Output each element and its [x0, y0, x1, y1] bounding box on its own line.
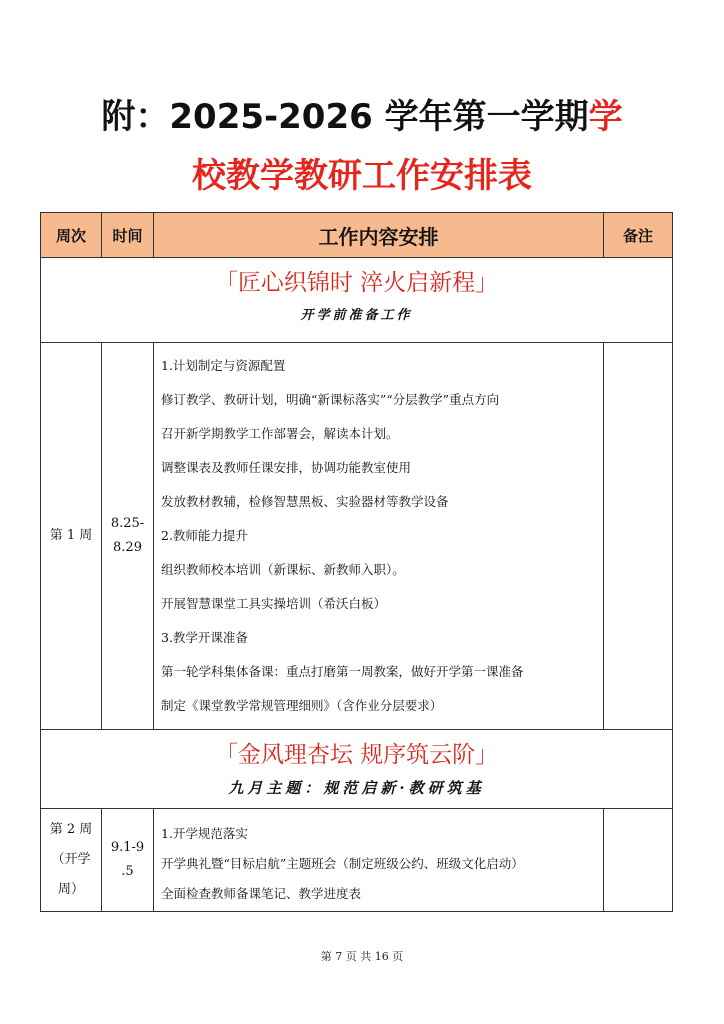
content-cell	[154, 809, 604, 912]
content-line: 召开新学期教学工作部署会，解读本计划。	[161, 426, 399, 441]
document-title-line1: 附：2025-2026 学年第一学期学	[101, 97, 623, 137]
content-line: 开展智慧课堂工具实操培训（希沃白板）	[161, 596, 387, 611]
note-cell	[604, 343, 673, 730]
title-red-char: 学	[588, 97, 623, 137]
content-line: 1.计划制定与资源配置	[161, 358, 286, 373]
content-line: 全面检查教师备课笔记、教学进度表	[161, 886, 362, 901]
page-footer: 第 7 页 共 16 页	[320, 950, 404, 963]
content-line: 2.教师能力提升	[161, 528, 248, 543]
table-row	[41, 343, 673, 730]
content-line: 组织教师校本培训（新课标、新教师入职）。	[161, 562, 405, 577]
content-line: 修订教学、教研计划，明确“新课标落实”“分层教学”重点方向	[161, 392, 500, 407]
section-title: 「匠心织锦时 淬火启新程」	[214, 270, 499, 296]
content-line: 调整课表及教师任课安排，协调功能教室使用	[161, 460, 412, 475]
header-week: 周次	[41, 213, 102, 258]
note-cell	[604, 809, 673, 912]
content-line: 1.开学规范落实	[161, 826, 248, 841]
section-subtitle: 开学前准备工作	[300, 308, 413, 323]
section-title: 「金风理杏坛 规序筑云阶」	[214, 742, 499, 768]
content-line: 3.教学开课准备	[161, 630, 248, 645]
table-header-row	[41, 213, 673, 258]
content-line: 开学典礼暨“目标启航”主题班会（制定班级公约、班级文化启动）	[161, 856, 524, 871]
date-cell: 9.1-9 .5	[102, 809, 154, 912]
week-cell: 第 2 周 （开学 周）	[41, 809, 102, 912]
content-line: 制定《课堂教学常规管理细则》（含作业分层要求）	[161, 698, 443, 713]
table-row	[41, 809, 673, 912]
section-header-row	[41, 730, 673, 809]
content-line: 发放教材教辅，检修智慧黑板、实验器材等教学设备	[161, 494, 449, 509]
document-title-line2: 校教学教研工作安排表	[192, 156, 532, 196]
header-note: 备注	[604, 213, 673, 258]
schedule-table	[40, 212, 673, 912]
date-cell: 8.25- 8.29	[102, 343, 154, 730]
section-subtitle: 九月主题：规范启新·教研筑基	[228, 779, 485, 797]
header-time: 时间	[102, 213, 154, 258]
week-cell: 第 1 周	[41, 343, 102, 730]
section-header-row	[41, 258, 673, 343]
header-content: 工作内容安排	[154, 213, 604, 258]
content-cell	[154, 343, 604, 730]
content-line: 第一轮学科集体备课：重点打磨第一周教案，做好开学第一课准备	[161, 664, 524, 679]
